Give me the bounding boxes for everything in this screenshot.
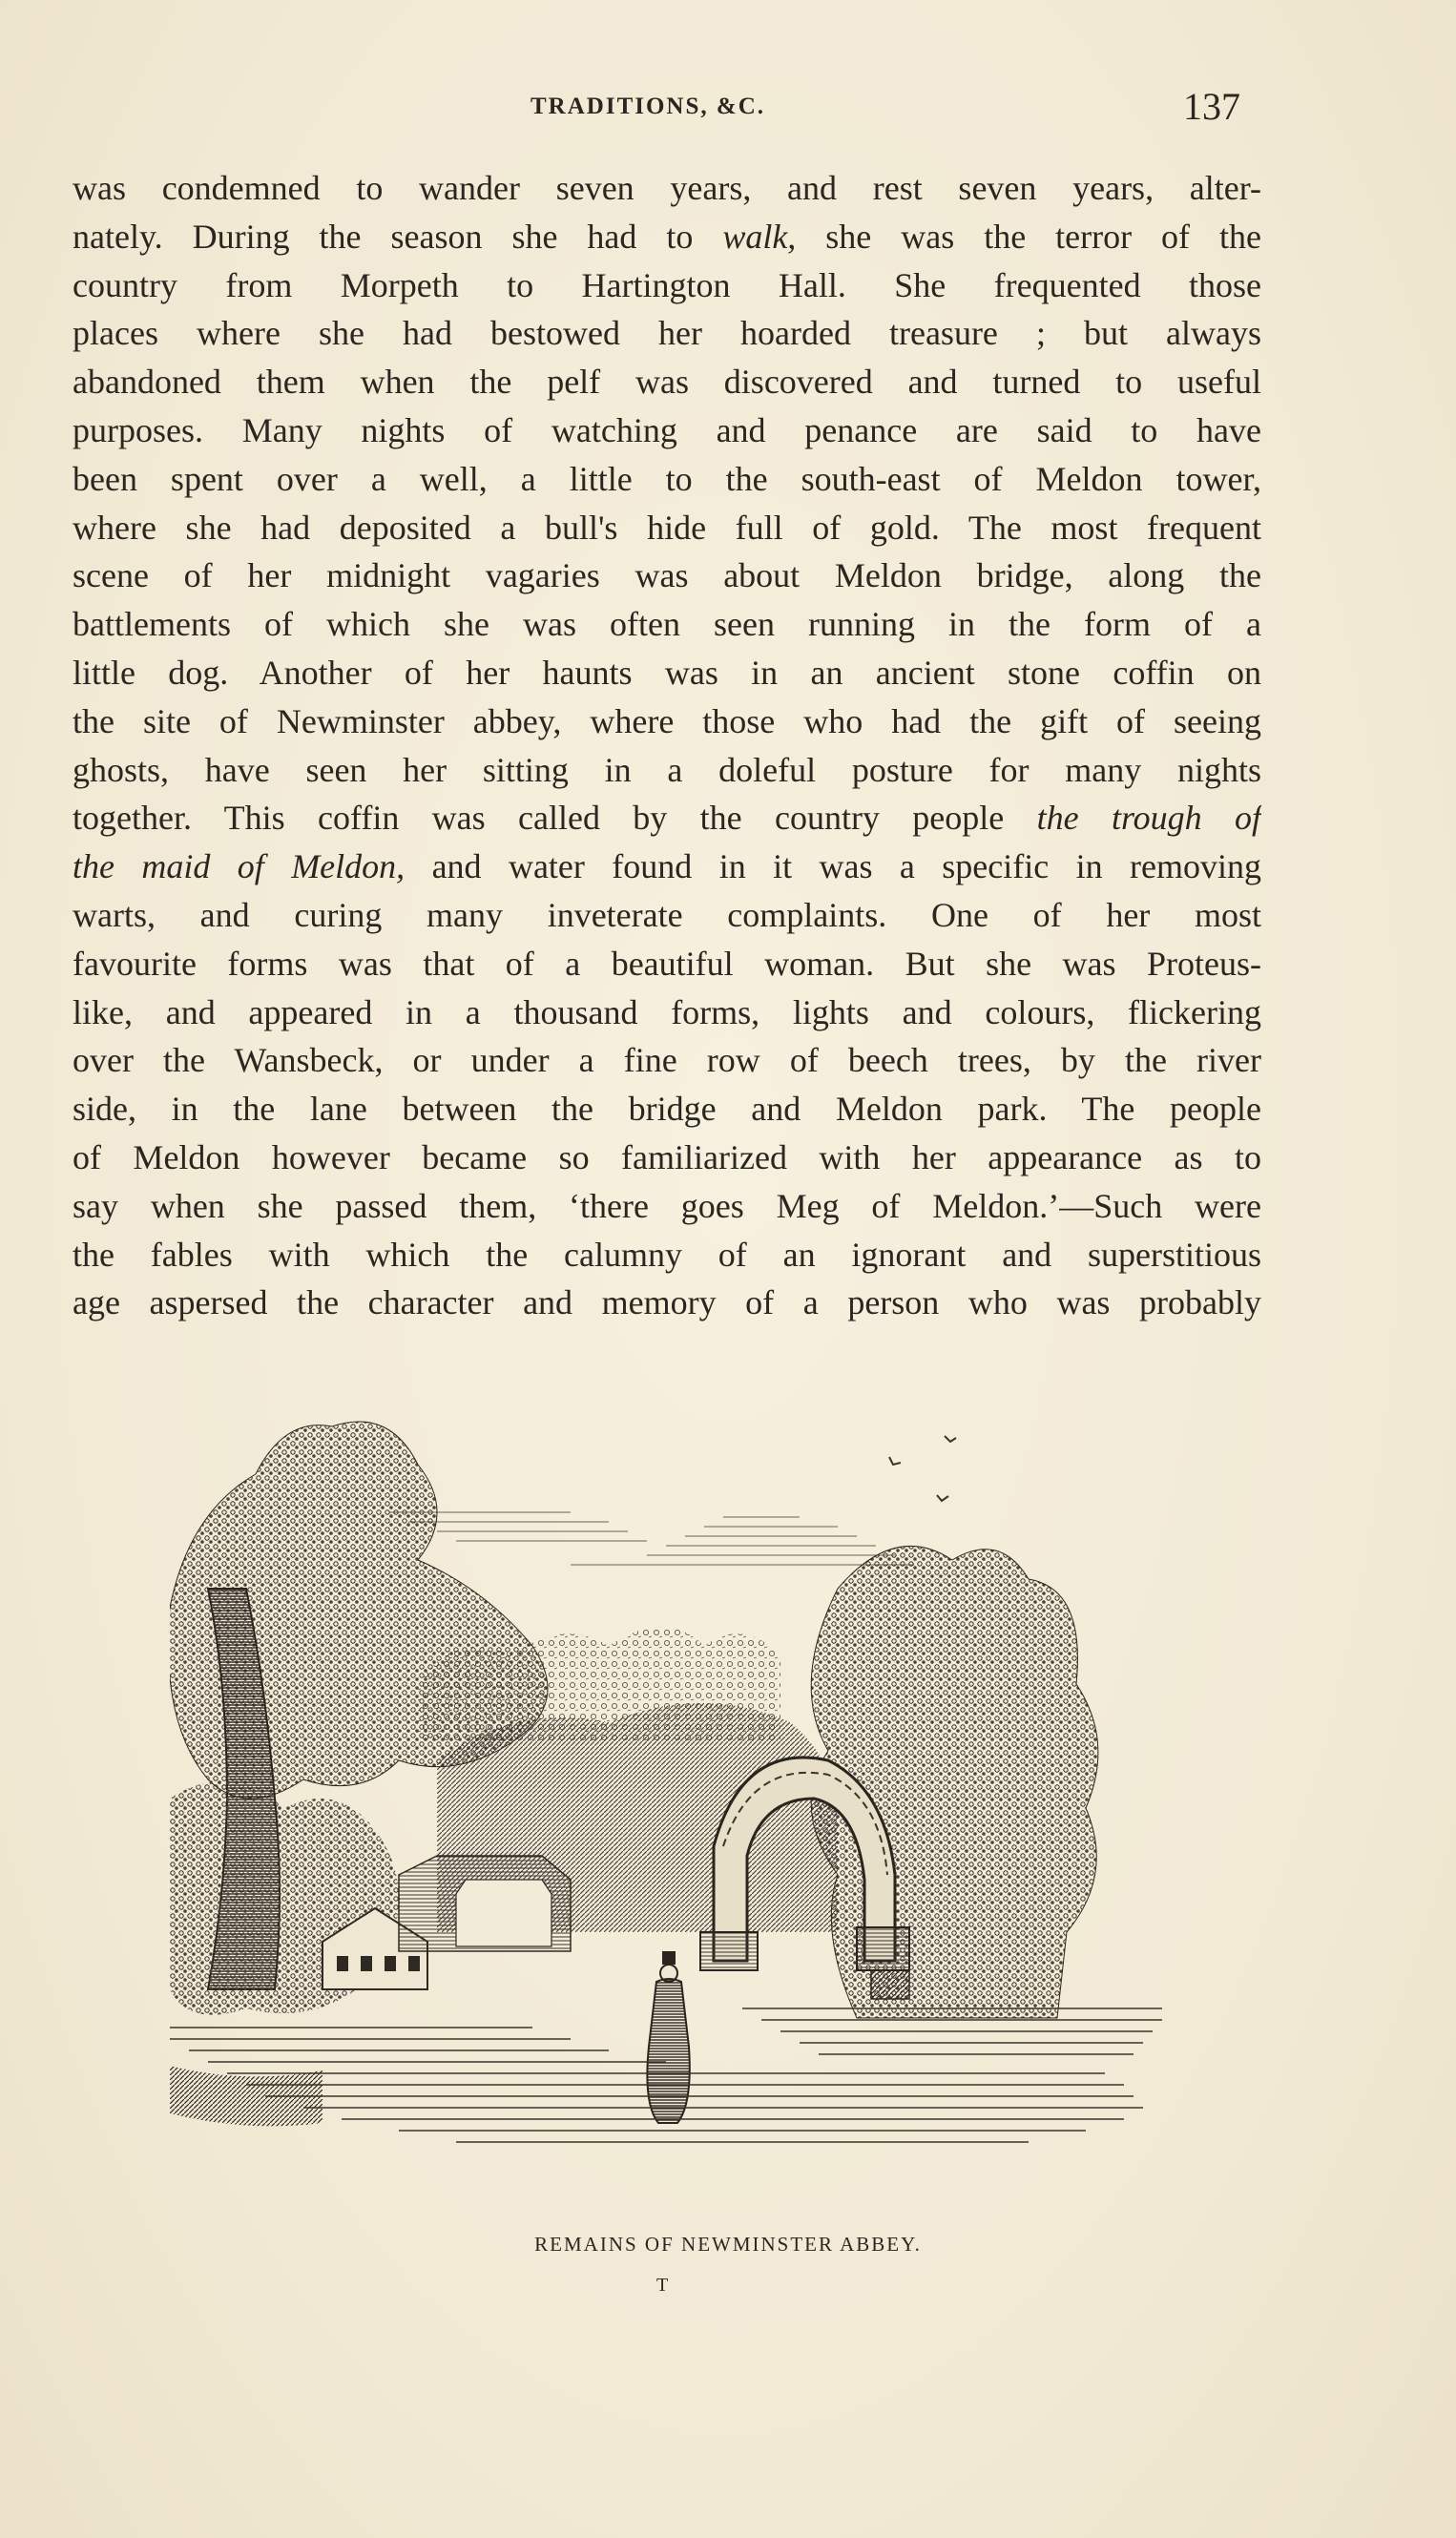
- engraving-illustration: [170, 1398, 1170, 2223]
- text-line: age aspersed the character and memory of a person who was probably: [73, 1283, 1261, 1322]
- text-line: country from Morpeth to Hartington Hall. She frequented those: [73, 265, 1261, 304]
- text-line: of Meldon however became so familiarized with her appearance as to: [73, 1137, 1261, 1176]
- italic-text: walk,: [722, 217, 797, 256]
- text-line: ghosts, have seen her sitting in a doleful posture for many nights: [73, 750, 1261, 789]
- text-line: purposes. Many nights of watching and penance are said to have: [73, 410, 1261, 449]
- text-line: the site of Newminster abbey, where those who had the gift of seeing: [73, 701, 1261, 740]
- text-segment: and water found in it was a specific in removing: [405, 847, 1261, 886]
- text-line: [73, 843, 1261, 891]
- text-line: over the Wansbeck, or under a fine row of beech trees, by the river: [73, 1041, 1261, 1080]
- engraving-svg: [170, 1398, 1170, 2223]
- page-number: 137: [1183, 85, 1240, 128]
- text-line: [73, 794, 1261, 843]
- running-title: TRADITIONS, &C.: [530, 94, 766, 119]
- text-segment: together. This coffin was called by the country people: [73, 799, 1037, 838]
- text-line: was condemned to wander seven years, and rest seven years, alter-: [73, 169, 1261, 207]
- sky-hatching: [389, 1512, 914, 1565]
- running-head: [0, 84, 1456, 132]
- text-line: the fables with which the calumny of an ignorant and superstitious: [73, 1235, 1261, 1274]
- text-line: abandoned them when the pelf was discovered and turned to useful: [73, 363, 1261, 402]
- birds: [889, 1436, 956, 1501]
- text-segment: nately. During the season she had to: [73, 217, 723, 256]
- text-line: like, and appeared in a thousand forms, lights and colours, flickering: [73, 992, 1261, 1031]
- foreground-grass: [170, 2066, 322, 2126]
- text-line: been spent over a well, a little to the south-east of Meldon tower,: [73, 459, 1261, 498]
- body-text: [73, 164, 1261, 1327]
- figure-caption: REMAINS OF NEWMINSTER ABBEY.: [534, 2233, 922, 2256]
- text-line: favourite forms was that of a beautiful woman. But she was Proteus-: [73, 944, 1261, 983]
- text-line: battlements of which she was often seen running in the form of a: [73, 605, 1261, 644]
- signature-mark: T: [656, 2275, 669, 2296]
- text-line: say when she passed them, ‘there goes Meg of Meldon.’—Such were: [73, 1186, 1261, 1225]
- text-line: scene of her midnight vagaries was about Meldon bridge, along the: [73, 556, 1261, 595]
- woman-figure: [647, 1951, 689, 2123]
- italic-text: the trough of: [1036, 799, 1261, 838]
- text-segment: she was the terror of the: [796, 217, 1261, 256]
- text-line: [73, 213, 1261, 261]
- italic-text: the maid of Meldon,: [73, 847, 406, 886]
- text-line: places where she had bestowed her hoarded treasure ; but always: [73, 314, 1261, 353]
- text-line: warts, and curing many inveterate complaints. One of her most: [73, 895, 1261, 934]
- text-line: little dog. Another of her haunts was in an ancient stone coffin on: [73, 653, 1261, 692]
- text-line: side, in the lane between the bridge and Meldon park. The people: [73, 1090, 1261, 1129]
- text-line: where she had deposited a bull's hide full of gold. The most frequent: [73, 508, 1261, 547]
